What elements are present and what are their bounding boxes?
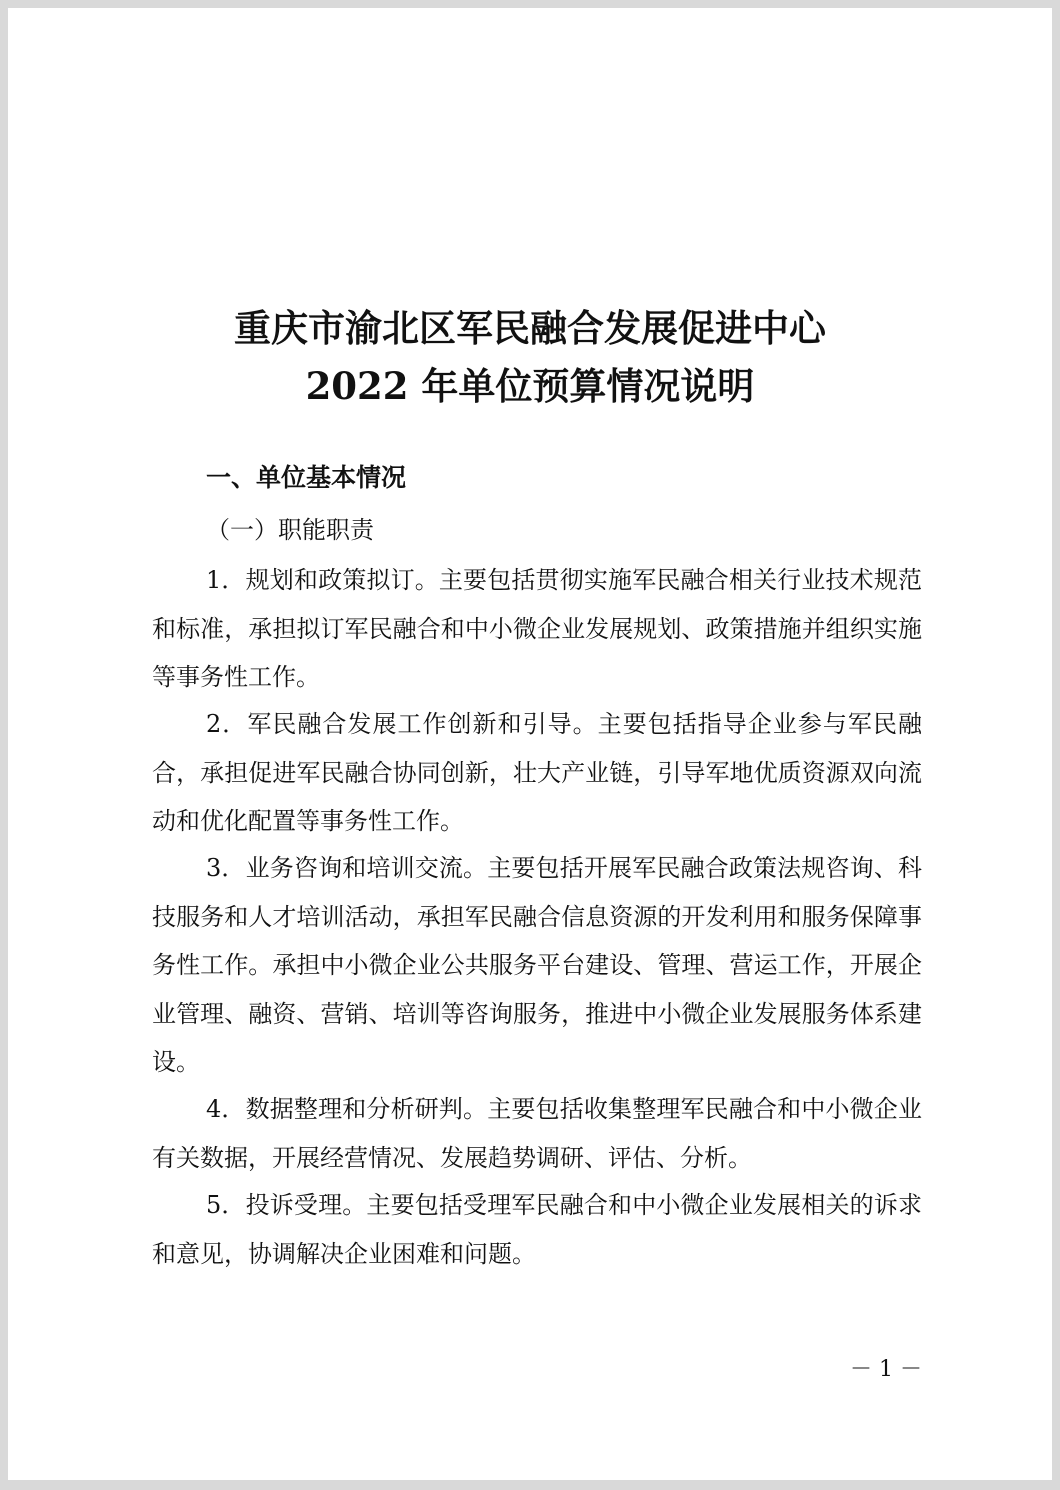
document-title-line1: 重庆市渝北区军民融合发展促进中心	[234, 306, 826, 350]
paragraph-3: 3．业务咨询和培训交流。主要包括开展军民融合政策法规咨询、科技服务和人才培训活动，承担军民融合信息资源的开发利用和服务保障事务性工作。承担中小微企业公共服务平台建设、管理、营运工作，开展企业管理、融资、营销、培训等咨询服务，推进中小微企业发展服务体系建设。	[152, 854, 922, 1076]
section-heading: 一、单位基本情况	[206, 463, 407, 492]
paragraph-2: 2．军民融合发展工作创新和引导。主要包括指导企业参与军民融合，承担促进军民融合协同创新，壮大产业链，引导军地优质资源双向流动和优化配置等事务性工作。	[152, 710, 922, 835]
subsection-heading: （一）职能职责	[206, 516, 374, 544]
document-page	[8, 8, 1052, 1480]
paragraph-4: 4．数据整理和分析研判。主要包括收集整理军民融合和中小微企业有关数据，开展经营情况、发展趋势调研、评估、分析。	[152, 1095, 922, 1172]
page-number: － 1 －	[850, 1357, 922, 1382]
paragraph-5: 5．投诉受理。主要包括受理军民融合和中小微企业发展相关的诉求和意见，协调解决企业困难和问题。	[152, 1191, 922, 1268]
document-title-line2: 2022 年单位预算情况说明	[305, 364, 755, 408]
paragraph-1: 1．规划和政策拟订。主要包括贯彻实施军民融合相关行业技术规范和标准，承担拟订军民融合和中小微企业发展规划、政策措施并组织实施等事务性工作。	[152, 566, 922, 691]
